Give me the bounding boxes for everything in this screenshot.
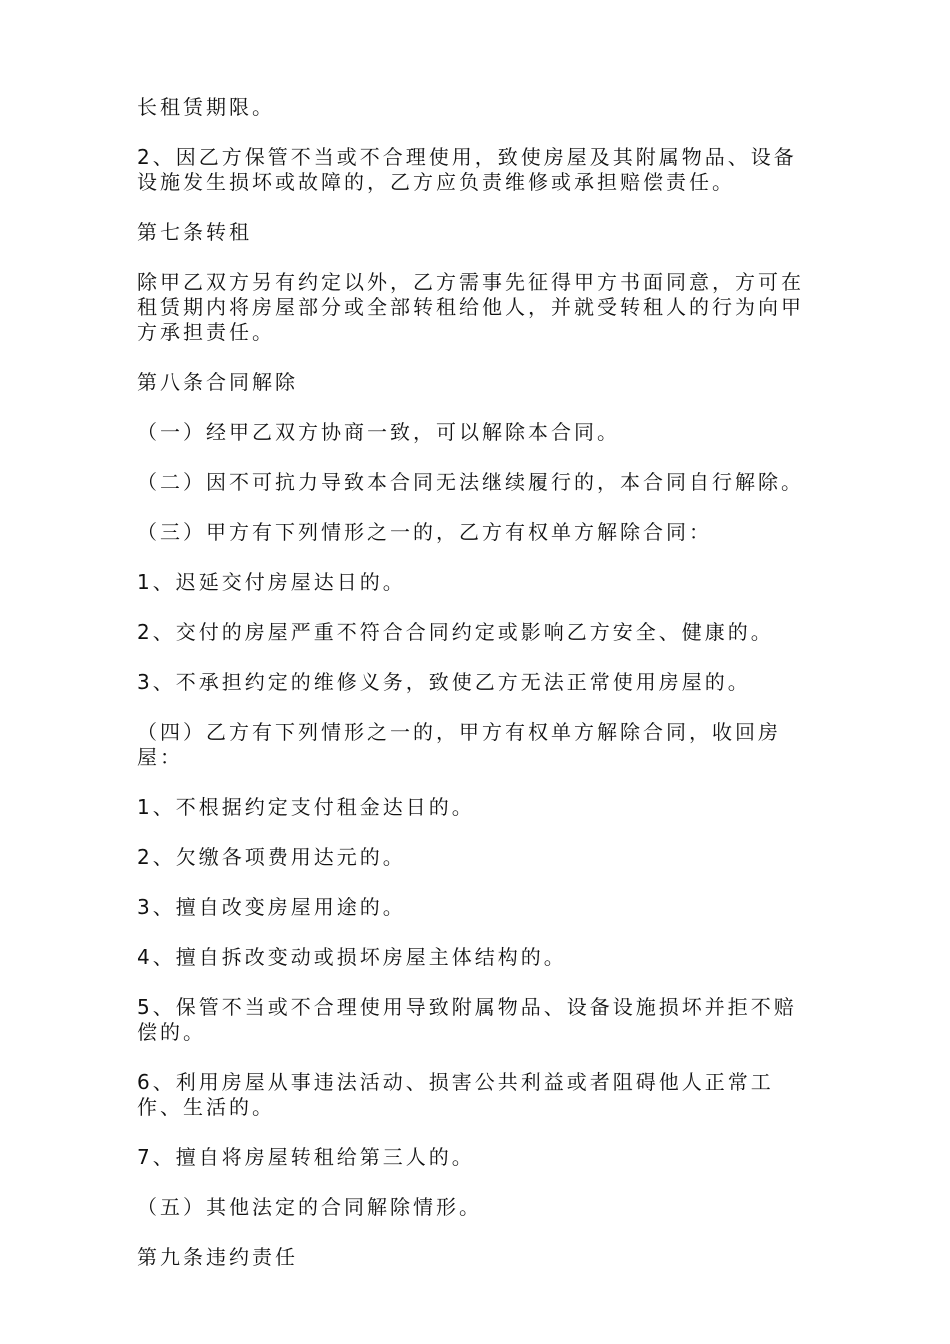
document-body [137, 95, 817, 1295]
paragraph-lease-term-end: 长租赁期限。 [137, 95, 275, 119]
list-item: 5、保管不当或不合理使用导致附属物品、设备设施损坏并拒不赔偿的。 [137, 995, 797, 1044]
list-item: 3、擅自改变房屋用途的。 [137, 895, 406, 919]
heading-article-7: 第七条转租 [137, 220, 252, 244]
heading-article-9: 第九条违约责任 [137, 1245, 298, 1269]
clause-termination-4: （四）乙方有下列情形之一的，甲方有权单方解除合同，收回房屋： [137, 720, 781, 769]
clause-termination-2: （二）因不可抗力导致本合同无法继续履行的，本合同自行解除。 [137, 470, 804, 494]
heading-article-8: 第八条合同解除 [137, 370, 298, 394]
list-item: 4、擅自拆改变动或损坏房屋主体结构的。 [137, 945, 567, 969]
list-item: 3、不承担约定的维修义务，致使乙方无法正常使用房屋的。 [137, 670, 751, 694]
list-item: 7、擅自将房屋转租给第三人的。 [137, 1145, 475, 1169]
list-item: 6、利用房屋从事违法活动、损害公共利益或者阻碍他人正常工作、生活的。 [137, 1070, 774, 1119]
paragraph-damage-liability: 2、因乙方保管不当或不合理使用，致使房屋及其附属物品、设备设施发生损坏或故障的，乙方应负责维修或承担赔偿责任。 [137, 145, 797, 194]
clause-termination-5: （五）其他法定的合同解除情形。 [137, 1195, 482, 1219]
list-item: 2、交付的房屋严重不符合合同约定或影响乙方安全、健康的。 [137, 620, 774, 644]
clause-termination-1: （一）经甲乙双方协商一致，可以解除本合同。 [137, 420, 620, 444]
paragraph-sublease: 除甲乙双方另有约定以外，乙方需事先征得甲方书面同意，方可在租赁期内将房屋部分或全部转租给他人，并就受转租人的行为向甲方承担责任。 [137, 270, 804, 344]
list-item: 1、不根据约定支付租金达日的。 [137, 795, 475, 819]
clause-termination-3: （三）甲方有下列情形之一的，乙方有权单方解除合同： [137, 520, 712, 544]
list-item: 2、欠缴各项费用达元的。 [137, 845, 406, 869]
list-item: 1、迟延交付房屋达日的。 [137, 570, 406, 594]
